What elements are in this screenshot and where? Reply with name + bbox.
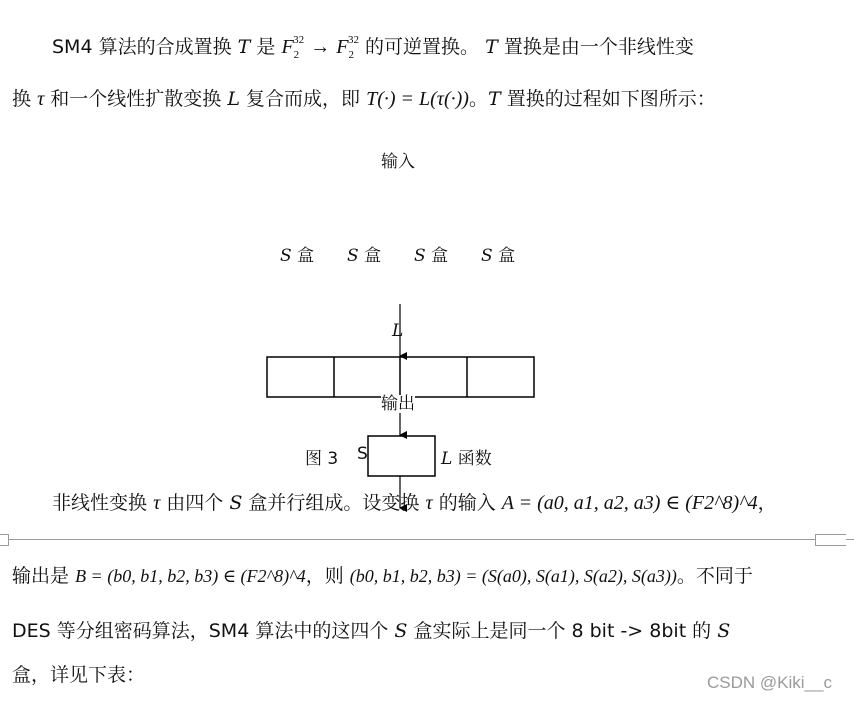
symbol-tau: τ <box>37 88 45 110</box>
sbox-label-1: S 盒 <box>280 246 315 266</box>
formula-A: A = (a0, a1, a2, a3) ∈ (F2^8)^4 <box>501 492 758 514</box>
text-run: SM4 算法的合成置换 <box>52 36 232 58</box>
text-run: 由四个 <box>166 492 224 514</box>
field-subscript: 2 <box>348 49 354 61</box>
figure-caption-number: 图 3 <box>305 449 339 469</box>
diagram-L-label: L <box>392 321 404 341</box>
symbol-S: S <box>717 620 731 642</box>
csdn-watermark: CSDN @Kiki__c <box>707 673 832 692</box>
text-run: 置换是由一个非线性变 <box>503 36 694 58</box>
text-run: ，则 <box>305 565 344 587</box>
formula-T-equals-L-tau: T(·) = L(τ(·)) <box>366 88 469 110</box>
L-function-box <box>368 436 435 476</box>
text-run: 盒并行组成。设变换 <box>248 492 420 514</box>
arrow-symbol: → <box>310 36 331 58</box>
text-run: 和一个线性扩散变换 <box>50 88 222 110</box>
text-run: 。 <box>468 88 488 110</box>
symbol-L: L <box>227 88 240 110</box>
symbol-S: S <box>229 492 243 514</box>
field-letter: F <box>281 36 294 58</box>
sbox-label-3: S 盒 <box>414 246 449 266</box>
symbol-S: S <box>394 620 408 642</box>
symbol-tau: τ <box>425 492 433 514</box>
symbol-T: T <box>485 36 498 58</box>
figure-caption-S: S <box>357 444 368 464</box>
field-superscript: 32 <box>347 34 359 46</box>
text-run: 的可逆置换。 <box>365 36 480 58</box>
paragraph-6: 盒，详见下表： <box>12 664 146 686</box>
text-run: 的输入 <box>438 492 496 514</box>
text-run: 。不同于 <box>676 565 753 587</box>
text-run: 非线性变换 <box>52 492 148 514</box>
margin-tab-left <box>0 534 9 546</box>
page-break-separator <box>0 533 854 545</box>
symbol-T: T <box>237 36 251 58</box>
text-run: 盒实际上是同一个 8 bit -> 8bit 的 <box>413 620 712 642</box>
text-run: 是 <box>256 36 276 58</box>
field-superscript: 32 <box>293 34 305 46</box>
symbol-tau: τ <box>153 492 161 514</box>
diagram-output-label: 输出 <box>381 394 415 414</box>
text-run: ， <box>757 492 777 514</box>
text-run: 输出是 <box>12 565 70 587</box>
margin-tab-right <box>815 534 846 546</box>
symbol-T: T <box>487 88 501 110</box>
sbox-label-2: S 盒 <box>347 246 382 266</box>
paragraph-5 <box>12 619 730 643</box>
field-subscript: 2 <box>293 49 300 61</box>
text-run: 复合而成，即 <box>246 88 361 110</box>
paragraph-4 <box>12 564 753 588</box>
text-run: DES 等分组密码算法，SM4 算法中的这四个 <box>12 620 389 642</box>
field-letter: F <box>336 36 349 58</box>
sbox-label-4: S 盒 <box>481 246 516 266</box>
paragraph-3 <box>52 491 777 515</box>
formula-b-equals-S-a: (b0, b1, b2, b3) = (S(a0), S(a1), S(a2), S(a3)) <box>349 566 677 586</box>
separator-line <box>0 539 854 540</box>
figure-caption-L-function: L 函数 <box>441 449 492 469</box>
text-run: 换 <box>12 88 32 110</box>
diagram-input-label: 输入 <box>381 152 415 172</box>
text-run: 置换的过程如下图所示： <box>506 88 716 110</box>
formula-B: B = (b0, b1, b2, b3) ∈ (F2^8)^4 <box>75 566 306 586</box>
